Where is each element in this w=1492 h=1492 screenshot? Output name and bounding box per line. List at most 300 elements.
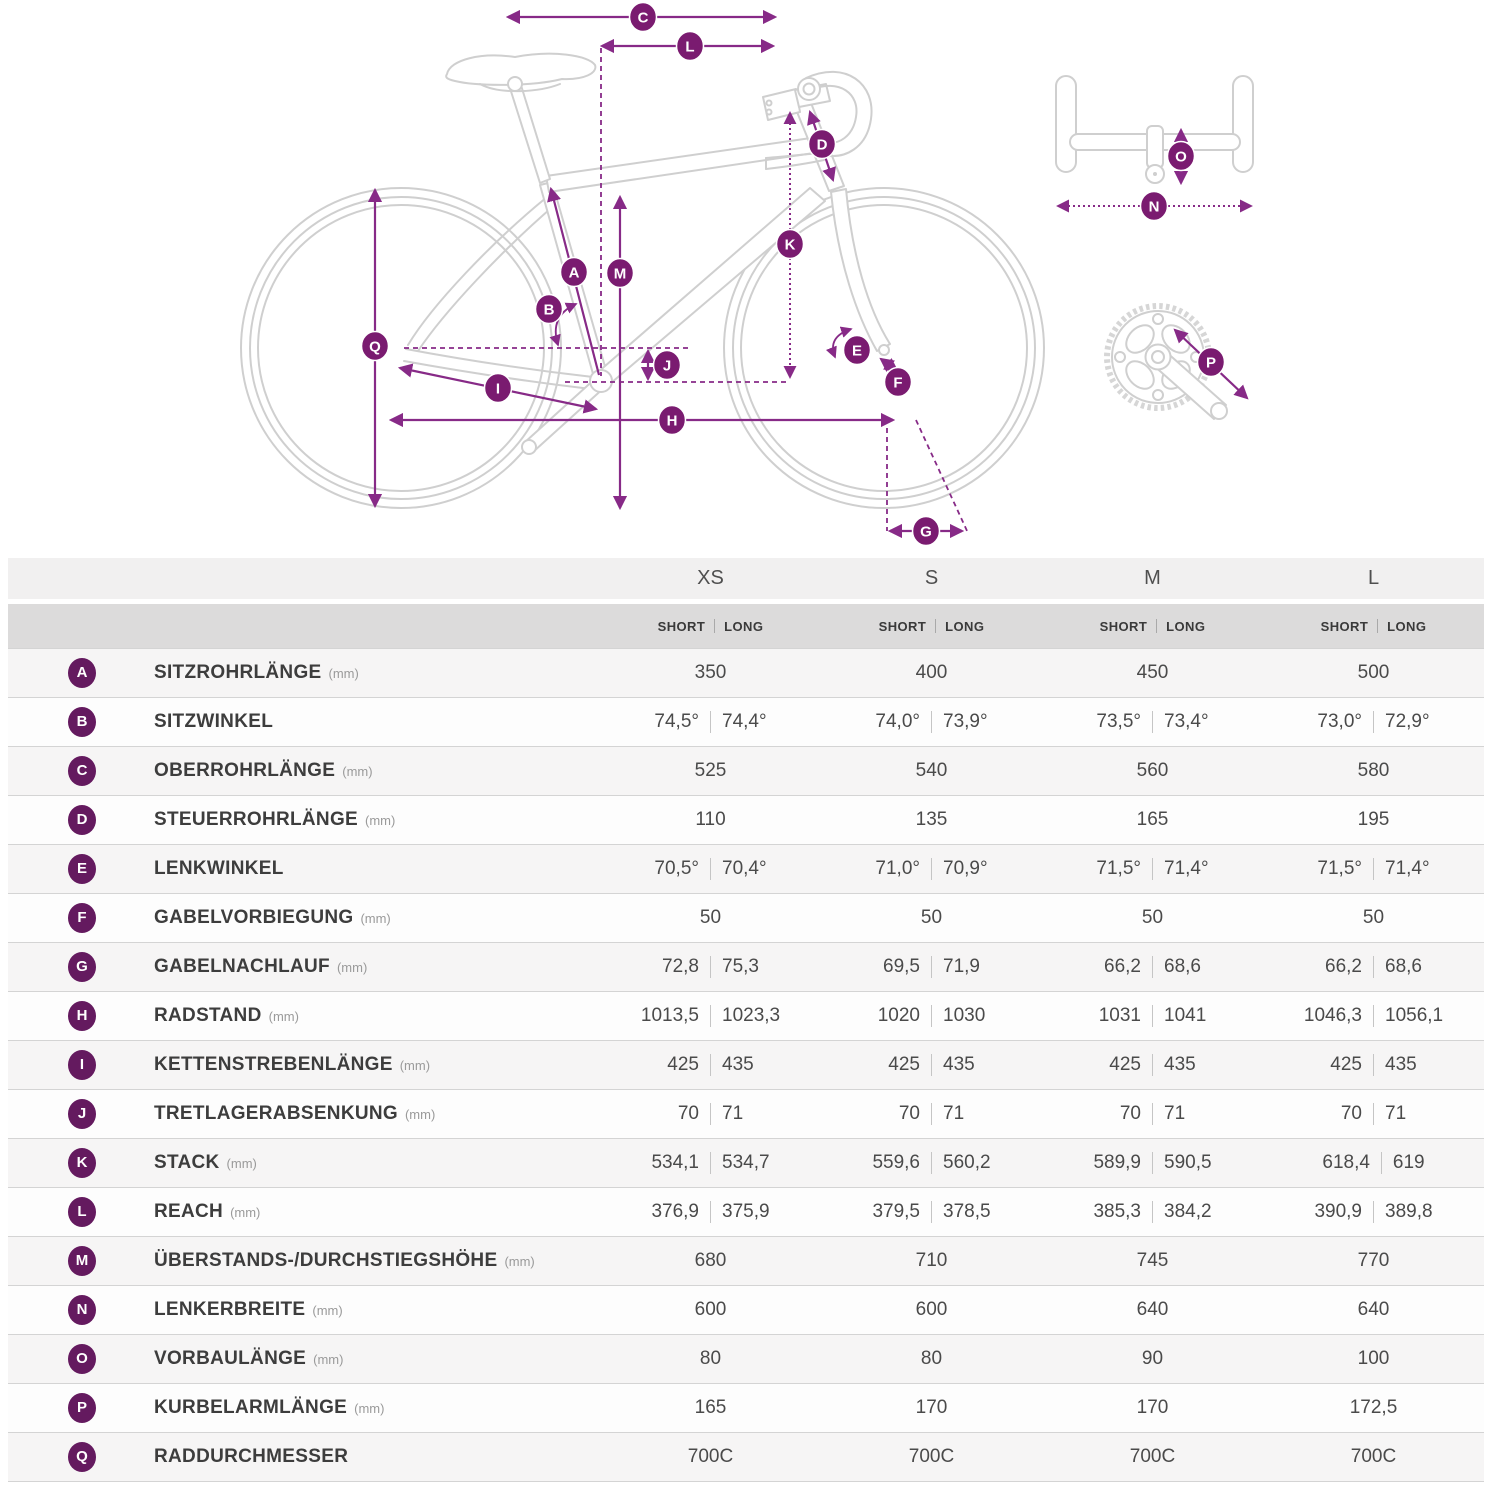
value-single: 50: [699, 907, 722, 928]
measure-label-cell: [8, 1295, 600, 1325]
value-cell: [1042, 1348, 1263, 1370]
variant-header-l: [1263, 619, 1484, 634]
value-single: 170: [1136, 1397, 1169, 1418]
value-cell: [1263, 760, 1484, 782]
variant-separator: [1156, 619, 1157, 633]
crankset-drawing: [1107, 306, 1247, 419]
measure-badge: G: [68, 952, 96, 982]
value-single: 80: [920, 1348, 943, 1369]
value-cell: [1042, 1446, 1263, 1468]
value-short: 71,0°: [875, 858, 920, 879]
measure-badge: P: [68, 1393, 96, 1423]
measure-label: KURBELARMLÄNGE: [154, 1397, 348, 1418]
value-long: 70,9°: [943, 858, 988, 879]
value-separator: [1152, 1054, 1153, 1076]
table-row: [8, 1138, 1484, 1187]
value-cell: [821, 1446, 1042, 1468]
measure-unit: (mm): [504, 1253, 535, 1269]
measure-label-cell: [8, 903, 600, 933]
value-cell: [600, 1299, 821, 1321]
table-row: [8, 1285, 1484, 1334]
measure-label: RADSTAND: [154, 1005, 262, 1026]
value-separator: [1373, 956, 1374, 978]
value-separator: [710, 711, 711, 733]
table-row: [8, 795, 1484, 844]
value-short: 74,5°: [654, 711, 699, 732]
measure-unit: (mm): [268, 1008, 299, 1024]
measure-badge: D: [68, 805, 96, 835]
variant-short-label: SHORT: [1099, 618, 1148, 634]
value-short: 70: [1119, 1103, 1141, 1124]
value-cell: [600, 662, 821, 684]
value-long: 1030: [943, 1005, 986, 1026]
value-cell: [1263, 1054, 1484, 1076]
value-cell: [600, 907, 821, 929]
value-short: 69,5: [883, 956, 920, 977]
measure-label: STEUERROHRLÄNGE: [154, 809, 359, 830]
measure-unit: (mm): [354, 1400, 385, 1416]
value-single: 135: [915, 809, 948, 830]
svg-text:F: F: [893, 374, 903, 392]
value-separator: [710, 956, 711, 978]
value-cell: [821, 1005, 1042, 1027]
badge-J: [654, 351, 681, 380]
value-cell: [600, 1397, 821, 1419]
badge-N: [1141, 192, 1168, 221]
measure-badge: M: [68, 1246, 96, 1276]
value-single: 700C: [687, 1446, 734, 1467]
value-single: 80: [699, 1348, 722, 1369]
value-long: 73,9°: [943, 711, 988, 732]
value-short: 1013,5: [640, 1005, 699, 1026]
badge-A: [561, 258, 588, 287]
value-separator: [1373, 1201, 1374, 1223]
value-separator: [1373, 1054, 1374, 1076]
value-cell: [1042, 1005, 1263, 1027]
badge-Q: [362, 332, 389, 361]
measure-unit: (mm): [312, 1302, 343, 1318]
measure-badge: B: [68, 707, 96, 737]
value-single: 170: [915, 1397, 948, 1418]
value-separator: [931, 1152, 932, 1174]
table-row: [8, 942, 1484, 991]
handlebar-top-view-drawing: [1056, 76, 1253, 206]
value-separator: [1373, 1005, 1374, 1027]
variant-separator: [714, 619, 715, 633]
variant-header-m: [1042, 619, 1263, 634]
value-cell: [600, 1348, 821, 1370]
variant-short-label: SHORT: [878, 618, 927, 634]
value-single: 700C: [1129, 1446, 1176, 1467]
value-long: 435: [1385, 1054, 1417, 1075]
value-short: 70: [898, 1103, 920, 1124]
measure-label-cell: [8, 1442, 600, 1472]
value-separator: [931, 1054, 932, 1076]
value-single: 745: [1136, 1250, 1169, 1271]
value-short: 66,2: [1325, 956, 1362, 977]
value-separator: [1152, 1103, 1153, 1125]
table-body: [8, 648, 1484, 1482]
badge-G: [913, 517, 940, 546]
value-separator: [710, 1152, 711, 1174]
size-header-l: L: [1367, 567, 1380, 589]
measure-label-cell: [8, 756, 600, 786]
measure-label: SITZROHRLÄNGE: [154, 662, 322, 683]
value-cell: [821, 1054, 1042, 1076]
value-cell: [1263, 1152, 1484, 1174]
svg-text:I: I: [495, 380, 501, 398]
measure-label-cell: [8, 1148, 600, 1178]
measure-label: ÜBERSTANDS-/DURCHSTIEGSHÖHE: [154, 1250, 498, 1271]
value-short: 376,9: [651, 1201, 699, 1222]
value-single: 540: [915, 760, 948, 781]
value-single: 680: [694, 1250, 727, 1271]
measure-label: GABELNACHLAUF: [154, 956, 330, 977]
value-short: 425: [1109, 1054, 1141, 1075]
value-separator: [1152, 858, 1153, 880]
measure-badge: Q: [68, 1442, 96, 1472]
value-cell: [1042, 1299, 1263, 1321]
svg-text:Q: Q: [369, 338, 381, 356]
value-cell: [600, 1201, 821, 1223]
svg-text:C: C: [637, 9, 649, 27]
value-long: 534,7: [722, 1152, 770, 1173]
value-short: 1031: [1098, 1005, 1141, 1026]
bike-geometry-diagram: [0, 0, 1492, 558]
value-long: 389,8: [1385, 1201, 1433, 1222]
value-cell: [1263, 956, 1484, 978]
value-single: 580: [1357, 760, 1390, 781]
value-short: 74,0°: [875, 711, 920, 732]
table-row: [8, 1236, 1484, 1285]
svg-text:O: O: [1175, 148, 1187, 166]
value-single: 710: [915, 1250, 948, 1271]
value-short: 425: [667, 1054, 699, 1075]
measure-label: REACH: [154, 1201, 224, 1222]
value-single: 500: [1357, 662, 1390, 683]
measure-badge: F: [68, 903, 96, 933]
value-single: 525: [694, 760, 727, 781]
value-separator: [931, 711, 932, 733]
measure-unit: (mm): [313, 1351, 344, 1367]
measure-unit: (mm): [342, 763, 373, 779]
badge-E: [844, 336, 871, 365]
value-cell: [600, 1005, 821, 1027]
measure-badge: A: [68, 658, 96, 688]
value-separator: [931, 956, 932, 978]
value-short: 534,1: [651, 1152, 699, 1173]
measure-badge: O: [68, 1344, 96, 1374]
table-row: [8, 1187, 1484, 1236]
value-single: 600: [915, 1299, 948, 1320]
value-long: 378,5: [943, 1201, 991, 1222]
measure-label-cell: [8, 1197, 600, 1227]
value-short: 618,4: [1322, 1152, 1370, 1173]
value-separator: [1152, 956, 1153, 978]
value-single: 50: [920, 907, 943, 928]
value-cell: [1042, 1250, 1263, 1272]
value-long: 75,3: [722, 956, 759, 977]
value-cell: [821, 1397, 1042, 1419]
measure-label: VORBAULÄNGE: [154, 1348, 307, 1369]
value-separator: [931, 858, 932, 880]
value-short: 72,8: [662, 956, 699, 977]
measure-label: LENKWINKEL: [154, 858, 284, 879]
value-cell: [821, 1152, 1042, 1174]
variant-header-row: [8, 604, 1484, 648]
value-short: 70,5°: [654, 858, 699, 879]
size-header-row: [8, 558, 1484, 599]
value-cell: [1042, 907, 1263, 929]
value-single: 100: [1357, 1348, 1390, 1369]
variant-header-s: [821, 619, 1042, 634]
value-cell: [600, 1103, 821, 1125]
value-cell: [821, 809, 1042, 831]
table-row: [8, 1383, 1484, 1432]
badge-F: [885, 368, 912, 397]
svg-text:A: A: [568, 264, 580, 282]
value-cell: [821, 1201, 1042, 1223]
variant-long-label: LONG: [945, 618, 985, 634]
svg-text:K: K: [784, 236, 796, 254]
measure-label: SITZWINKEL: [154, 711, 274, 732]
value-cell: [1263, 662, 1484, 684]
measure-unit: (mm): [336, 959, 368, 975]
measure-unit: (mm): [360, 910, 391, 926]
value-long: 71: [1385, 1103, 1407, 1124]
value-separator: [1152, 1201, 1153, 1223]
value-short: 385,3: [1093, 1201, 1141, 1222]
measure-label-cell: [8, 805, 600, 835]
value-short: 425: [1330, 1054, 1362, 1075]
value-separator: [1373, 711, 1374, 733]
variant-short-label: SHORT: [657, 618, 706, 634]
measure-label: OBERROHRLÄNGE: [154, 760, 336, 781]
variant-separator: [1377, 619, 1378, 633]
badge-I: [485, 374, 512, 403]
value-cell: [821, 907, 1042, 929]
value-long: 71: [943, 1103, 965, 1124]
badge-P: [1198, 348, 1225, 377]
variant-long-label: LONG: [1387, 618, 1427, 634]
value-short: 73,0°: [1317, 711, 1362, 732]
variant-header-xs: [600, 619, 821, 634]
value-cell: [1042, 1152, 1263, 1174]
value-cell: [821, 760, 1042, 782]
value-short: 71,5°: [1317, 858, 1362, 879]
svg-text:E: E: [851, 342, 863, 360]
geometry-table: [8, 558, 1484, 1482]
value-cell: [821, 1250, 1042, 1272]
value-cell: [1042, 1201, 1263, 1223]
value-single: 165: [694, 1397, 727, 1418]
measure-label-cell: [8, 1344, 600, 1374]
value-cell: [1263, 907, 1484, 929]
measure-label-cell: [8, 1050, 600, 1080]
measure-badge: H: [68, 1001, 96, 1031]
value-single: 450: [1136, 662, 1169, 683]
value-single: 165: [1136, 809, 1169, 830]
value-long: 560,2: [943, 1152, 991, 1173]
value-long: 71,9: [943, 956, 980, 977]
value-separator: [710, 1054, 711, 1076]
measure-unit: (mm): [230, 1204, 261, 1220]
svg-text:G: G: [920, 523, 932, 541]
measure-label: LENKERBREITE: [154, 1299, 306, 1320]
badge-B: [536, 295, 563, 324]
value-single: 560: [1136, 760, 1169, 781]
value-cell: [821, 956, 1042, 978]
value-separator: [1381, 1152, 1382, 1174]
badge-L: [677, 32, 704, 61]
size-header-m: M: [1144, 567, 1161, 589]
value-long: 71,4°: [1164, 858, 1209, 879]
value-short: 1020: [877, 1005, 920, 1026]
value-cell: [1263, 1299, 1484, 1321]
value-long: 375,9: [722, 1201, 770, 1222]
value-cell: [1263, 1250, 1484, 1272]
value-cell: [821, 711, 1042, 733]
value-cell: [1042, 662, 1263, 684]
value-single: 50: [1362, 907, 1385, 928]
table-row: [8, 648, 1484, 697]
value-cell: [1263, 1201, 1484, 1223]
variant-long-label: LONG: [1166, 618, 1206, 634]
value-single: 700C: [1350, 1446, 1397, 1467]
value-cell: [1263, 1397, 1484, 1419]
value-short: 589,9: [1093, 1152, 1141, 1173]
value-short: 1046,3: [1303, 1005, 1362, 1026]
variant-separator: [935, 619, 936, 633]
table-row: [8, 1040, 1484, 1089]
value-separator: [710, 1103, 711, 1125]
value-long: 590,5: [1164, 1152, 1212, 1173]
value-short: 390,9: [1314, 1201, 1362, 1222]
value-short: 71,5°: [1096, 858, 1141, 879]
value-cell: [1042, 760, 1263, 782]
bike-diagram-svg: [0, 0, 1492, 558]
measure-badge: E: [68, 854, 96, 884]
value-separator: [1373, 858, 1374, 880]
value-separator: [1152, 711, 1153, 733]
value-cell: [1042, 858, 1263, 880]
measure-label-cell: [8, 658, 600, 688]
value-single: 350: [694, 662, 727, 683]
svg-text:L: L: [685, 38, 695, 56]
value-single: 400: [915, 662, 948, 683]
measure-unit: (mm): [399, 1057, 431, 1073]
value-long: 70,4°: [722, 858, 767, 879]
table-row: [8, 893, 1484, 942]
badge-H: [659, 406, 686, 435]
value-cell: [600, 858, 821, 880]
measure-badge: N: [68, 1295, 96, 1325]
value-short: 559,6: [872, 1152, 920, 1173]
measure-unit: (mm): [328, 665, 359, 681]
svg-text:H: H: [666, 412, 678, 430]
measure-badge: J: [68, 1099, 96, 1129]
value-single: 640: [1357, 1299, 1390, 1320]
value-separator: [1373, 1103, 1374, 1125]
measure-badge: C: [68, 756, 96, 786]
value-long: 71: [1164, 1103, 1186, 1124]
measure-label-cell: [8, 854, 600, 884]
value-cell: [1042, 1397, 1263, 1419]
value-long: 435: [943, 1054, 975, 1075]
value-single: 770: [1357, 1250, 1390, 1271]
measure-label: RADDURCHMESSER: [154, 1446, 349, 1467]
badge-C: [630, 3, 657, 32]
value-long: 619: [1392, 1152, 1425, 1173]
table-row: [8, 746, 1484, 795]
value-cell: [1263, 1348, 1484, 1370]
value-separator: [931, 1005, 932, 1027]
table-row: [8, 697, 1484, 746]
value-cell: [821, 858, 1042, 880]
value-single: 172,5: [1349, 1397, 1398, 1418]
badge-O: [1168, 142, 1195, 171]
value-cell: [1042, 711, 1263, 733]
value-long: 71,4°: [1385, 858, 1430, 879]
table-row: [8, 1334, 1484, 1383]
value-cell: [600, 1054, 821, 1076]
svg-text:M: M: [613, 265, 627, 283]
value-cell: [1042, 956, 1263, 978]
value-short: 70: [1340, 1103, 1362, 1124]
value-long: 72,9°: [1385, 711, 1430, 732]
svg-text:P: P: [1205, 354, 1217, 372]
value-single: 110: [695, 809, 726, 830]
value-single: 700C: [908, 1446, 955, 1467]
size-header-s: S: [924, 567, 939, 589]
badge-D: [809, 130, 836, 159]
value-short: 425: [888, 1054, 920, 1075]
value-cell: [1263, 858, 1484, 880]
measure-label: TRETLAGERABSENKUNG: [154, 1103, 398, 1124]
measure-label-cell: [8, 707, 600, 737]
value-long: 71: [722, 1103, 744, 1124]
badge-K: [777, 230, 804, 259]
value-short: 73,5°: [1096, 711, 1141, 732]
variant-long-label: LONG: [724, 618, 764, 634]
measure-unit: (mm): [404, 1106, 436, 1122]
measure-label: STACK: [154, 1152, 220, 1173]
value-single: 50: [1141, 907, 1164, 928]
measure-label-cell: [8, 1246, 600, 1276]
value-short: 379,5: [872, 1201, 920, 1222]
value-cell: [600, 956, 821, 978]
size-header-xs: XS: [697, 567, 724, 589]
value-single: 640: [1136, 1299, 1169, 1320]
value-long: 68,6: [1385, 956, 1422, 977]
value-cell: [600, 1250, 821, 1272]
value-separator: [710, 1201, 711, 1223]
value-separator: [1152, 1005, 1153, 1027]
value-long: 435: [722, 1054, 754, 1075]
value-single: 195: [1357, 809, 1390, 830]
value-long: 73,4°: [1164, 711, 1209, 732]
value-long: 384,2: [1164, 1201, 1212, 1222]
measure-label-cell: [8, 1393, 600, 1423]
measure-badge: L: [68, 1197, 96, 1227]
value-cell: [1263, 1446, 1484, 1468]
measure-unit: (mm): [365, 812, 396, 828]
value-cell: [1042, 1103, 1263, 1125]
value-long: 1056,1: [1385, 1005, 1444, 1026]
measure-label-cell: [8, 1099, 600, 1129]
value-cell: [1263, 711, 1484, 733]
value-cell: [821, 1299, 1042, 1321]
